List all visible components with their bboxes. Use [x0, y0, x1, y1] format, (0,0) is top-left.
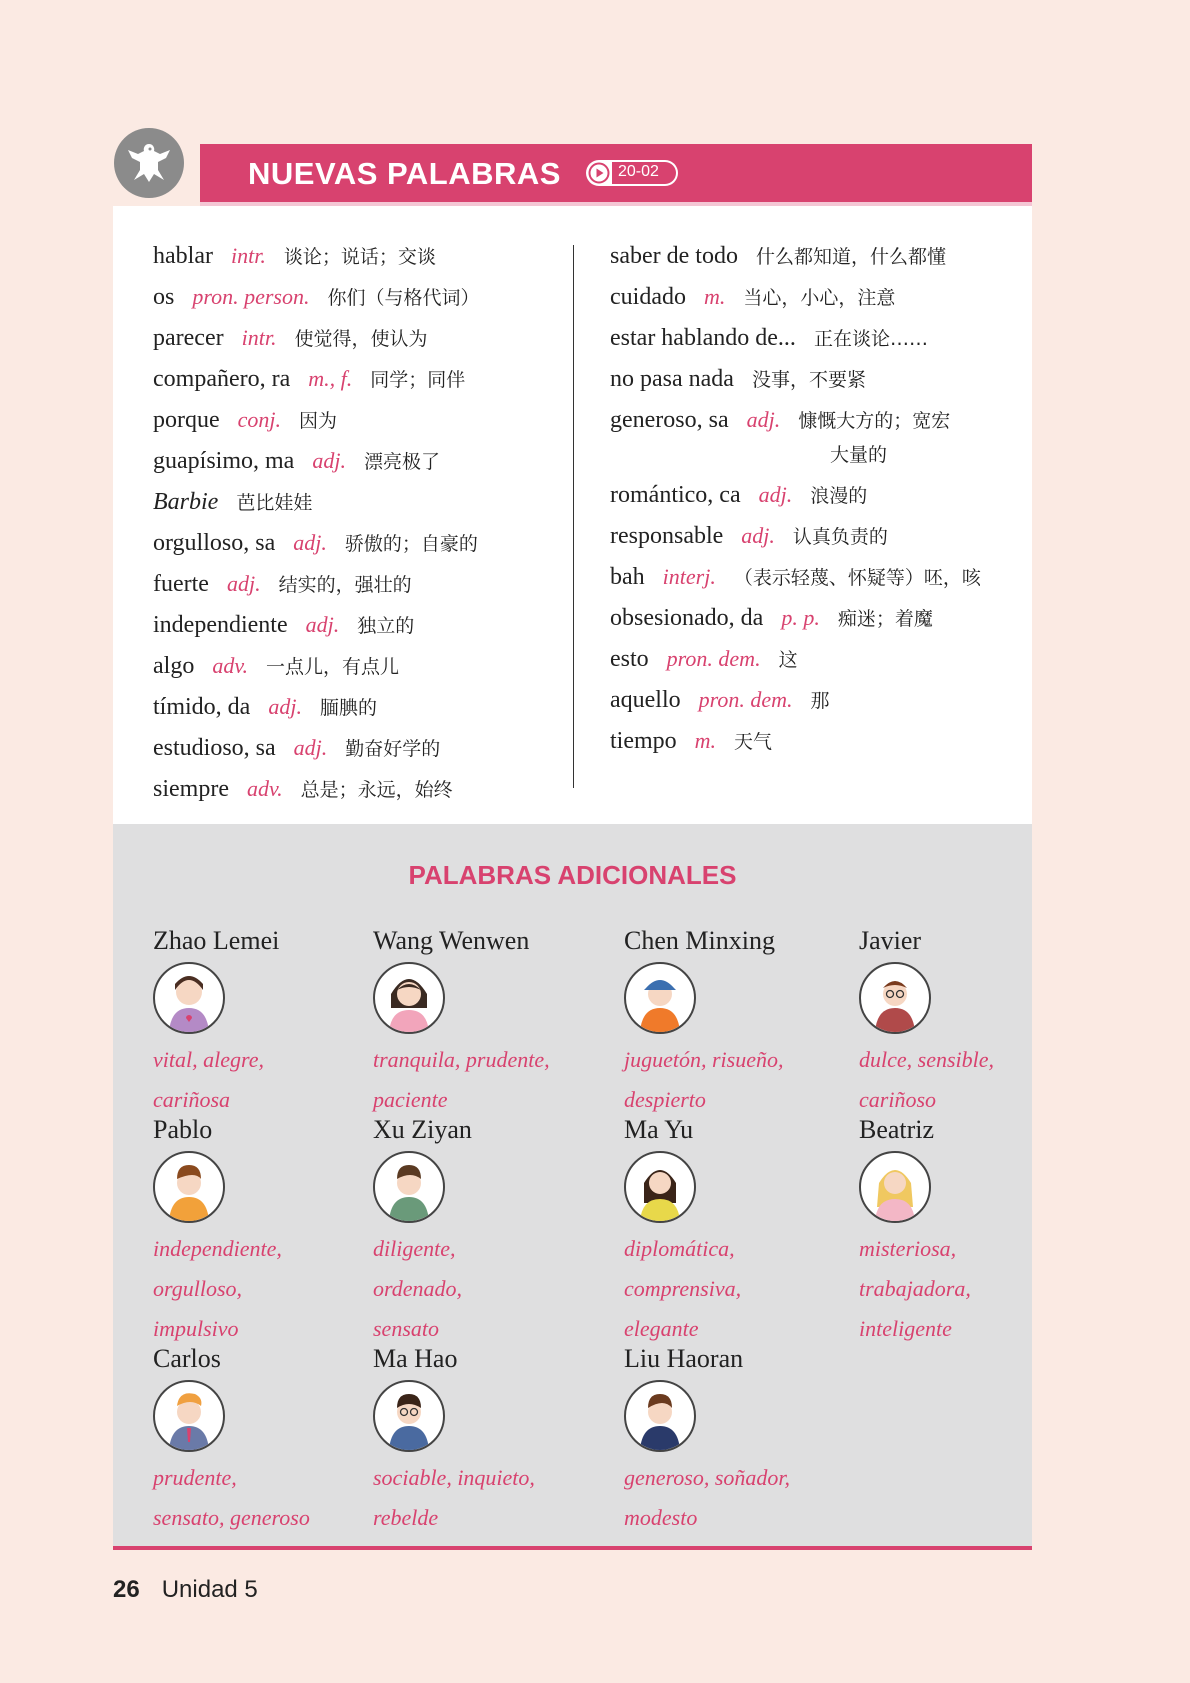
vocab-entry	[153, 318, 480, 359]
vocab-pos: m.	[694, 728, 717, 753]
vocab-pos: pron. dem.	[666, 646, 761, 671]
vocab-word: Barbie	[153, 489, 219, 515]
vocab-word: guapísimo, ma	[153, 448, 295, 474]
page-footer	[113, 1576, 258, 1604]
vocab-entry	[610, 400, 981, 441]
vocab-entry	[153, 687, 480, 728]
character-traits: diplomática, comprensiva, elegante	[624, 1236, 742, 1341]
vocab-entry	[610, 475, 981, 516]
character-traits: diligente, ordenado, sensato	[373, 1236, 463, 1341]
vocab-meaning: 腼腆的	[319, 697, 377, 719]
vocab-entry	[610, 680, 981, 721]
vocab-entry	[153, 605, 480, 646]
vocab-entry	[610, 277, 981, 318]
vocab-pos: pron. dem.	[698, 687, 793, 712]
vocab-entry	[153, 564, 480, 605]
vocab-word: orgulloso, sa	[153, 530, 276, 556]
vocab-word: aquello	[610, 687, 681, 713]
vocab-pos: interj.	[662, 564, 716, 589]
vocab-entry	[153, 728, 480, 769]
vocab-meaning: 漂亮极了	[363, 451, 440, 473]
character-traits: misteriosa, trabajadora, inteligente	[859, 1236, 971, 1341]
vocab-word: cuidado	[610, 284, 686, 310]
vocab-word: estudioso, sa	[153, 735, 276, 761]
page-number: 26	[113, 1576, 140, 1603]
vocab-pos: intr.	[230, 243, 266, 268]
character-card	[859, 924, 1079, 1120]
vocab-pos: adv.	[246, 776, 283, 801]
vocab-word: generoso, sa	[610, 407, 729, 433]
character-card	[153, 1113, 373, 1349]
character-traits: prudente, sensato, generoso	[153, 1465, 310, 1530]
vocab-entry	[610, 598, 981, 639]
vocab-entry	[153, 400, 480, 441]
vocab-pos: intr.	[241, 325, 277, 350]
vocab-meaning: 没事，不要紧	[751, 369, 866, 391]
character-name: Chen Minxing	[624, 926, 775, 955]
vocab-meaning: 痴迷；着魔	[837, 608, 933, 630]
vocab-meaning: 什么都知道，什么都懂	[755, 246, 946, 268]
vocab-word: saber de todo	[610, 243, 738, 269]
vocab-meaning: 认真负责的	[792, 526, 888, 548]
character-card	[373, 1113, 593, 1349]
character-avatar	[373, 1151, 445, 1223]
vocab-pos: adj.	[741, 523, 775, 548]
vocab-meaning: 骄傲的；自豪的	[344, 533, 478, 555]
vocab-word: hablar	[153, 243, 213, 269]
character-avatar	[153, 1151, 225, 1223]
vocab-pos: adj.	[312, 448, 346, 473]
character-card	[373, 1342, 593, 1538]
vocab-pos: adj.	[293, 735, 328, 760]
additional-words-title: PALABRAS ADICIONALES	[408, 860, 737, 890]
vocab-word: esto	[610, 646, 649, 672]
vocab-entry	[153, 236, 480, 277]
vocab-word: tímido, da	[153, 694, 251, 720]
vocab-entry	[610, 516, 981, 557]
vocab-pos: adj.	[746, 407, 781, 432]
vocab-entry	[153, 523, 480, 564]
vocab-meaning: 当心，小心，注意	[743, 287, 896, 309]
vocab-meaning: 独立的	[357, 615, 415, 637]
character-traits: sociable, inquieto, rebelde	[373, 1465, 535, 1530]
vocab-word: os	[153, 284, 175, 310]
vocab-meaning: 勤奋好学的	[345, 738, 441, 760]
character-name: Zhao Lemei	[153, 926, 280, 955]
section-header	[200, 144, 1032, 206]
character-name: Carlos	[153, 1344, 221, 1373]
vocab-pos: pron. person.	[192, 284, 310, 309]
character-name: Liu Haoran	[624, 1344, 744, 1373]
vocab-word: no pasa nada	[610, 366, 734, 392]
vocab-meaning: 谈论；说话；交谈	[283, 246, 436, 268]
vocab-word: romántico, ca	[610, 482, 741, 508]
character-card	[859, 1113, 1079, 1349]
vocab-pos: conj.	[237, 407, 282, 432]
audio-track-code: 20-02	[618, 163, 659, 180]
vocab-meaning: 那	[810, 690, 830, 712]
vocab-meaning: 慷慨大方的；宽宏	[798, 410, 951, 432]
vocab-meaning: 芭比娃娃	[236, 492, 313, 514]
column-divider	[573, 245, 574, 788]
vocab-entry	[153, 482, 480, 523]
vocab-entry	[610, 721, 981, 762]
vocab-entry	[610, 557, 981, 598]
character-name: Xu Ziyan	[373, 1115, 472, 1144]
vocab-meaning: 结实的，强壮的	[278, 574, 412, 596]
bottom-rule	[113, 1546, 1032, 1550]
character-traits: generoso, soñador, modesto	[624, 1465, 791, 1530]
vocab-entry	[153, 441, 480, 482]
vocab-meaning: 正在谈论……	[813, 328, 928, 350]
character-name: Pablo	[153, 1115, 213, 1144]
vocab-word: algo	[153, 653, 195, 679]
vocab-word: obsesionado, da	[610, 605, 764, 631]
character-traits: vital, alegre, cariñosa	[153, 1047, 264, 1112]
character-avatar	[624, 1151, 696, 1223]
vocab-entry	[610, 359, 981, 400]
vocab-entry	[610, 318, 981, 359]
vocab-word: estar hablando de...	[610, 325, 796, 351]
vocab-entry	[610, 236, 981, 277]
vocab-meaning: 这	[778, 649, 798, 671]
vocab-word: siempre	[153, 776, 229, 802]
character-name: Javier	[859, 926, 922, 955]
vocab-pos: adj.	[268, 694, 302, 719]
vocab-meaning: 天气	[734, 731, 773, 753]
audio-track-badge[interactable]	[586, 160, 678, 186]
character-avatar	[153, 962, 225, 1034]
vocab-meaning: （表示轻蔑、怀疑等）呸，咳	[733, 567, 981, 589]
vocab-entry	[153, 769, 480, 810]
vocab-entry	[610, 639, 981, 680]
vocab-word: porque	[153, 407, 220, 433]
vocab-meaning: 总是；永远，始终	[300, 779, 453, 801]
character-name: Wang Wenwen	[373, 926, 530, 955]
character-card	[624, 924, 844, 1120]
vocab-pos: adj.	[226, 571, 261, 596]
character-card	[153, 1342, 373, 1538]
character-name: Ma Yu	[624, 1115, 694, 1144]
vocab-meaning: 因为	[299, 410, 338, 432]
character-traits: independiente, orgulloso, impulsivo	[153, 1236, 282, 1341]
character-avatar	[373, 1380, 445, 1452]
vocab-word: independiente	[153, 612, 288, 638]
vocab-pos: adv.	[212, 653, 248, 678]
vocab-word: fuerte	[153, 571, 209, 597]
character-card	[153, 924, 373, 1120]
vocab-meaning: 你们（与格代词）	[327, 287, 480, 309]
vocab-pos: adj.	[758, 482, 793, 507]
vocab-pos: adj.	[293, 530, 327, 555]
vocab-meaning: 同学；同伴	[370, 369, 466, 391]
character-avatar	[859, 962, 931, 1034]
vocab-meaning: 一点儿，有点儿	[265, 656, 399, 678]
unit-label: Unidad 5	[161, 1576, 258, 1603]
vocab-list-right	[610, 236, 981, 762]
character-avatar	[153, 1380, 225, 1452]
section-title: NUEVAS PALABRAS	[248, 156, 561, 191]
vocab-entry	[153, 277, 480, 318]
character-card	[624, 1342, 844, 1538]
vocab-word: bah	[610, 564, 645, 590]
vocab-pos: m.	[703, 284, 726, 309]
vocab-entry	[153, 359, 480, 400]
character-name: Ma Hao	[373, 1344, 458, 1373]
eagle-icon	[114, 128, 184, 198]
vocab-pos: m., f.	[308, 366, 353, 391]
vocab-word: responsable	[610, 523, 724, 549]
character-traits: juguetón, risueño, despierto	[624, 1047, 784, 1112]
character-avatar	[373, 962, 445, 1034]
vocab-meaning: 浪漫的	[810, 485, 868, 507]
character-avatar	[859, 1151, 931, 1223]
character-avatar	[624, 962, 696, 1034]
character-name: Beatriz	[859, 1115, 935, 1144]
vocab-word: tiempo	[610, 728, 677, 754]
vocab-list-left	[153, 236, 480, 810]
vocab-pos: adj.	[305, 612, 340, 637]
vocab-word: parecer	[153, 325, 224, 351]
character-traits: dulce, sensible, cariñoso	[859, 1047, 995, 1112]
vocab-entry	[153, 646, 480, 687]
vocab-pos: p. p.	[781, 605, 820, 630]
play-icon[interactable]	[588, 162, 610, 184]
vocab-word: compañero, ra	[153, 366, 291, 392]
character-traits: tranquila, prudente, paciente	[373, 1047, 550, 1112]
vocab-meaning-continued: 大量的	[830, 444, 888, 466]
character-card	[373, 924, 593, 1120]
vocab-meaning: 使觉得，使认为	[294, 328, 428, 350]
character-avatar	[624, 1380, 696, 1452]
character-card	[624, 1113, 844, 1349]
